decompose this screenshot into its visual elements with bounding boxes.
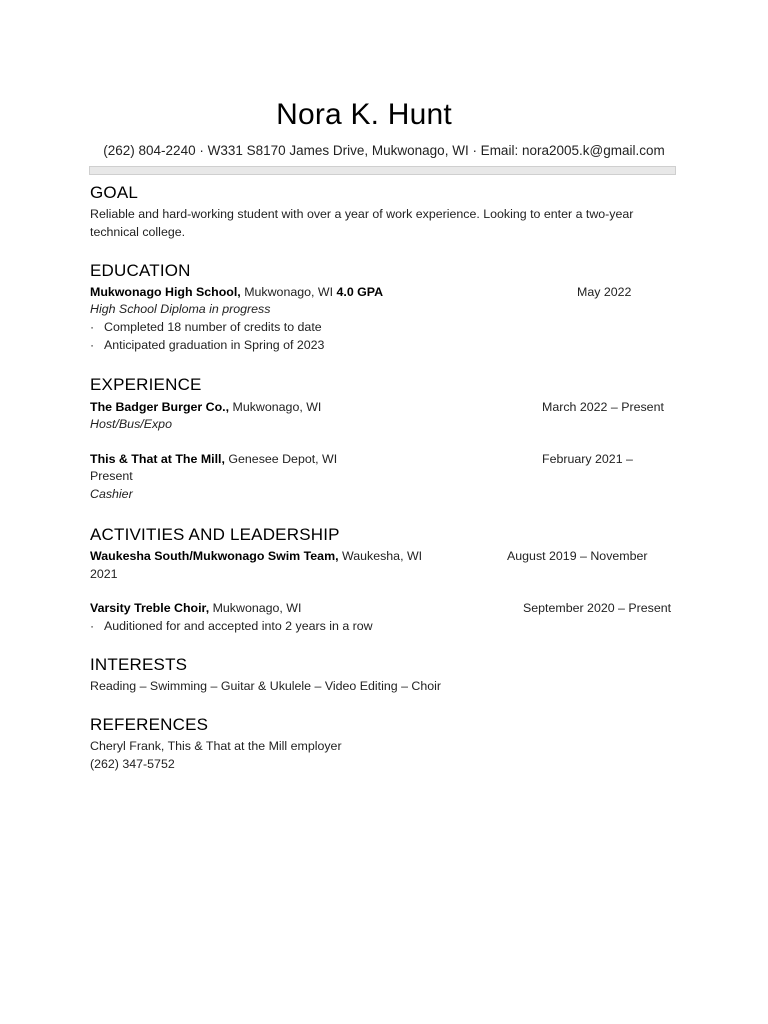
interests-heading: INTERESTS (90, 655, 188, 674)
goal-line-1: Reliable and hard-working student with over a year of work experience. Looking to enter a two-year (90, 207, 634, 221)
reference-line-2: (262) 347-5752 (90, 757, 175, 771)
school-gpa: 4.0 GPA (336, 285, 384, 299)
bullet-text: Anticipated graduation in Spring of 2023 (104, 338, 325, 352)
job-1-line (90, 399, 321, 416)
interests-text: Reading – Swimming – Guitar & Ukulele – Video Editing – Choir (90, 679, 442, 693)
activity-1-date-continued: 2021 (90, 567, 118, 581)
education-diploma: High School Diploma in progress (90, 302, 271, 316)
goal-line-2: technical college. (90, 225, 186, 239)
job-2-line (90, 451, 337, 468)
activity-1-org: Waukesha South/Mukwonago Swim Team, (90, 549, 339, 563)
education-school-line (90, 284, 383, 301)
school-name: Mukwonago High School, (90, 285, 241, 299)
bullet-marker: · (90, 619, 95, 633)
activity-2-org: Varsity Treble Choir, (90, 601, 210, 615)
bullet-text: Auditioned for and accepted into 2 years in a row (104, 619, 373, 633)
education-heading: EDUCATION (90, 261, 191, 280)
job-1-employer: The Badger Burger Co., (90, 400, 230, 414)
activities-heading: ACTIVITIES AND LEADERSHIP (90, 525, 340, 544)
candidate-name: Nora K. Hunt (276, 98, 452, 131)
activity-2-location: Mukwonago, WI (209, 601, 302, 615)
bullet-text: Completed 18 number of credits to date (104, 320, 322, 334)
job-2-role: Cashier (90, 487, 133, 501)
job-1-date: March 2022 – Present (542, 400, 664, 414)
goal-heading: GOAL (90, 183, 139, 202)
job-1-location: Mukwonago, WI (229, 400, 322, 414)
activity-2-bullet (90, 618, 373, 635)
job-2-date-continued: Present (90, 469, 133, 483)
school-location: Mukwonago, WI (240, 285, 337, 299)
references-heading: REFERENCES (90, 715, 209, 734)
job-2-location: Genesee Depot, WI (224, 452, 338, 466)
job-2-date: February 2021 – (542, 452, 633, 466)
education-bullet-1 (90, 319, 322, 336)
activity-1-date: August 2019 – November (507, 549, 648, 563)
reference-line-1: Cheryl Frank, This & That at the Mill employer (90, 739, 342, 753)
education-date: May 2022 (577, 285, 632, 299)
contact-line: (262) 804-2240 · W331 S8170 James Drive, Mukwonago, WI · Email: nora2005.k@gmail.com (103, 143, 665, 158)
activity-1-line (90, 548, 422, 565)
bullet-marker: · (90, 320, 95, 334)
education-bullet-2 (90, 337, 324, 354)
activity-2-date: September 2020 – Present (523, 601, 672, 615)
activity-2-line (90, 600, 301, 617)
header-divider (89, 166, 676, 175)
bullet-marker: · (90, 338, 95, 352)
experience-heading: EXPERIENCE (90, 375, 202, 394)
job-2-employer: This & That at The Mill, (90, 452, 225, 466)
job-1-role: Host/Bus/Expo (90, 417, 172, 431)
activity-1-location: Waukesha, WI (338, 549, 423, 563)
